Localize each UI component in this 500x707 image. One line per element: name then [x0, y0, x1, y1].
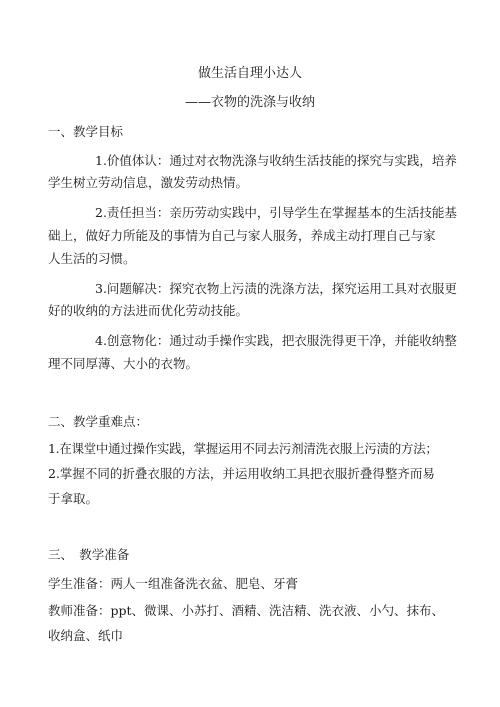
section-heading-goals: 一、教学目标	[48, 124, 124, 139]
document-title: 做生活自理小达人	[197, 66, 302, 81]
document-subtitle: ——衣物的洗涤与收纳	[184, 95, 315, 110]
goal-2-line-1: 2.责任担当：亲历劳动实践中，引导学生在掌握基本的生活技能基	[95, 205, 457, 220]
key-point-1: 1.在课堂中通过操作实践，掌握运用不同去污剂清洗衣服上污渍的方法；	[48, 441, 438, 456]
teacher-preparation-line-1: 教师准备：ppt、微课、小苏打、酒精、洗洁精、洗衣液、小勺、抹布、	[48, 603, 445, 618]
key-point-2-line-1: 2.掌握不同的折叠衣服的方法，并运用收纳工具把衣服折叠得整齐而易	[48, 466, 435, 481]
key-point-2-line-2: 于拿取。	[48, 491, 99, 506]
goal-2-line-2: 础上，做好力所能及的事情为自己与家人服务，养成主动打理自己与家	[48, 228, 436, 243]
goal-4-line-2: 理不同厚薄、大小的衣物。	[48, 356, 199, 371]
goal-1-line-2: 学生树立劳动信息，激发劳动热情。	[48, 175, 249, 190]
teacher-preparation-line-2: 收纳盒、纸巾	[48, 628, 124, 643]
section-heading-preparation: 三、 教学准备	[48, 547, 130, 562]
goal-3-line-2: 好的收纳的方法进而优化劳动技能。	[48, 303, 249, 318]
student-preparation: 学生准备：两人一组准备洗衣盆、肥皂、牙膏	[48, 576, 299, 591]
goal-4-line-1: 4.创意物化：通过动手操作实践，把衣服洗得更干净，并能收纳整	[95, 333, 457, 348]
goal-3-line-1: 3.问题解决：探究衣物上污渍的洗涤方法，探究运用工具对衣服更	[95, 281, 457, 296]
goal-1-line-1: 1.价值体认：通过对衣物洗涤与收纳生活技能的探究与实践，培养	[95, 153, 457, 168]
section-heading-key-points: 二、教学重难点：	[48, 414, 149, 429]
goal-2-line-3: 人生活的习惯。	[48, 251, 136, 266]
